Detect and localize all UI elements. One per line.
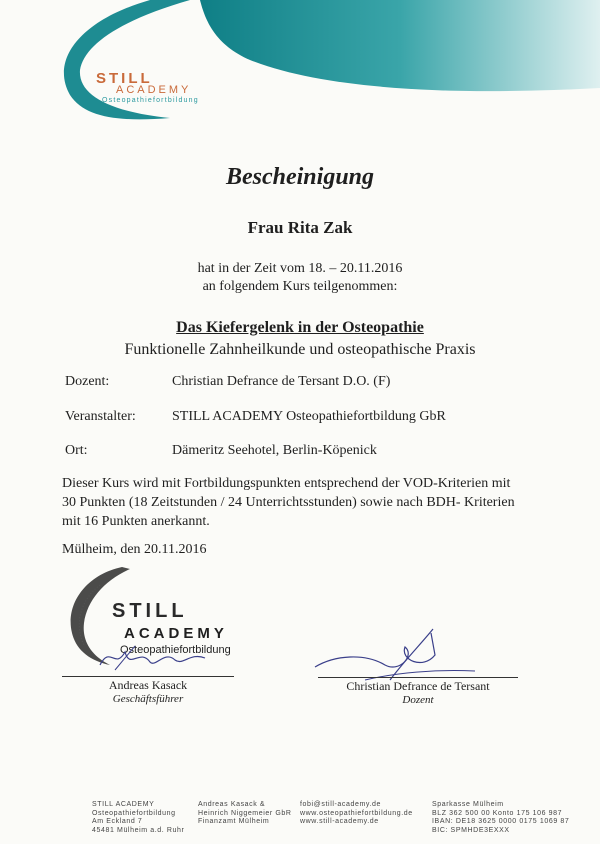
footer-bank bbox=[432, 801, 569, 835]
stamp-still: STILL bbox=[112, 600, 188, 622]
footer-contact bbox=[300, 801, 413, 827]
period-line-1: hat in der Zeit vom 18. – 20.11.2016 bbox=[197, 261, 403, 276]
footer-line: www.osteopathiefortbildung.de bbox=[300, 809, 413, 817]
footer-line: IBAN: DE18 3625 0000 0175 1069 87 bbox=[432, 818, 570, 825]
detail-value: STILL ACADEMY Osteopathiefortbildung GbR bbox=[172, 409, 446, 424]
issue-date: Mülheim, den 20.11.2016 bbox=[62, 542, 207, 557]
footer-line: Heinrich Niggemeier GbR bbox=[198, 809, 292, 817]
detail-label: Dozent: bbox=[65, 374, 110, 389]
footer-line: 45481 Mülheim a.d. Ruhr bbox=[92, 826, 185, 834]
course-subtitle: Funktionelle Zahnheilkunde und osteopathische Praxis bbox=[124, 341, 476, 358]
detail-row-ort bbox=[65, 443, 377, 459]
participant-name: Frau Rita Zak bbox=[247, 218, 353, 237]
signatory-left-role: Geschäftsführer bbox=[112, 693, 184, 705]
detail-value: Dämeritz Seehotel, Berlin-Köpenick bbox=[172, 443, 377, 458]
footer-line: Finanzamt Mülheim bbox=[198, 818, 270, 825]
footer-line: BIC: SPMHDE3EXXX bbox=[432, 826, 510, 834]
detail-label: Veranstalter: bbox=[65, 409, 136, 424]
signatory-left-name: Andreas Kasack bbox=[108, 678, 188, 692]
signatory-right-name: Christian Defrance de Tersant bbox=[346, 679, 490, 693]
detail-row-veranstalter bbox=[65, 409, 446, 425]
accreditation-line-2: 30 Punkten (18 Zeitstunden / 24 Unterrichtsstunden) sowie nach BDH- Kriterien bbox=[62, 495, 515, 510]
stamp-academy: ACADEMY bbox=[124, 625, 228, 642]
course-title: Das Kiefergelenk in der Osteopathie bbox=[176, 319, 424, 336]
logo-top bbox=[96, 70, 199, 104]
detail-row-dozent bbox=[65, 374, 390, 390]
header-swoosh bbox=[0, 0, 600, 130]
footer-line: www.still-academy.de bbox=[300, 818, 379, 825]
signature-left bbox=[95, 640, 215, 675]
detail-value: Christian Defrance de Tersant D.O. (F) bbox=[172, 374, 391, 389]
footer-line: STILL ACADEMY bbox=[92, 801, 155, 808]
course-period bbox=[0, 260, 600, 296]
accreditation-line-1: Dieser Kurs wird mit Fortbildungspunkten entsprechend der VOD-Kriterien mit bbox=[62, 476, 511, 491]
signature-line-left bbox=[62, 676, 234, 677]
signature-line-right bbox=[318, 677, 518, 678]
accreditation-text bbox=[62, 474, 552, 531]
accreditation-line-3: mit 16 Punkten anerkannt. bbox=[62, 514, 210, 529]
period-line-2: an folgendem Kurs teilgenommen: bbox=[202, 279, 398, 294]
footer-company bbox=[198, 801, 292, 827]
footer-line: Andreas Kasack & bbox=[198, 801, 266, 808]
detail-label: Ort: bbox=[65, 443, 88, 458]
footer-line: Am Eckland 7 bbox=[92, 818, 143, 825]
logo-still: STILL bbox=[96, 70, 153, 87]
logo-academy: ACADEMY bbox=[116, 84, 192, 96]
footer-line: fobi@still-academy.de bbox=[300, 801, 382, 808]
footer-address bbox=[92, 801, 184, 835]
footer-line: Osteopathiefortbildung bbox=[92, 809, 176, 817]
signatory-right-role: Dozent bbox=[402, 694, 434, 706]
footer-line: BLZ 362 500 00 Konto 175 106 987 bbox=[432, 809, 563, 817]
logo-subtitle: Osteopathiefortbildung bbox=[102, 97, 199, 104]
certificate-title: Bescheinigung bbox=[225, 164, 375, 190]
stamp-subtitle: Osteopathiefortbildung bbox=[120, 644, 231, 656]
footer-line: Sparkasse Mülheim bbox=[432, 801, 504, 808]
